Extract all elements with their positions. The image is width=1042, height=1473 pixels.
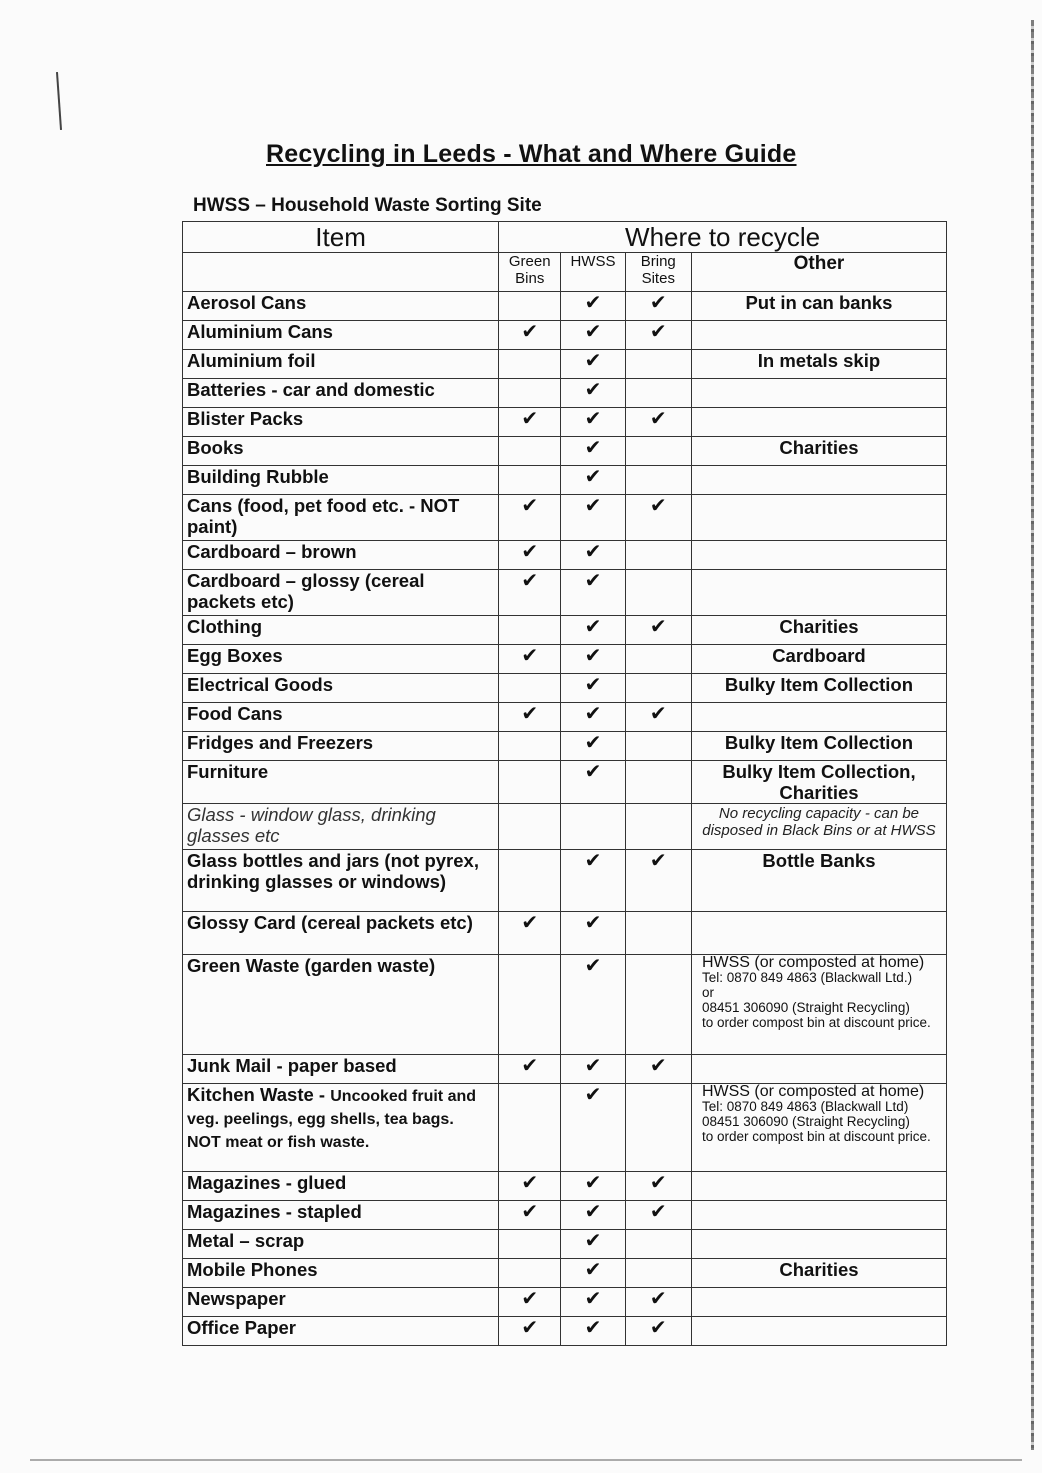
table-row	[183, 350, 947, 379]
tick-bring	[625, 955, 691, 1055]
tick-hwss: ✔	[561, 674, 625, 703]
tick-hwss: ✔	[561, 645, 625, 674]
item-label: Food Cans	[187, 703, 283, 724]
tick-bring: ✔	[625, 292, 691, 321]
other-cell	[691, 408, 946, 437]
table-row	[183, 1317, 947, 1346]
other-note-line: 08451 306090 (Straight Recycling)	[701, 1114, 910, 1129]
item-label: Batteries - car and domestic	[187, 379, 435, 400]
other-note-line: to order compost bin at discount price.	[701, 1129, 931, 1144]
item-name	[183, 1317, 499, 1346]
table-row	[183, 437, 947, 466]
item-label: Blister Packs	[187, 408, 304, 429]
other-cell: Cardboard	[691, 645, 946, 674]
tick-green: ✔	[499, 1317, 561, 1346]
item-label: Office Paper	[187, 1317, 296, 1338]
tick-hwss: ✔	[561, 437, 625, 466]
tick-hwss: ✔	[561, 1317, 625, 1346]
item-label: Cardboard – glossy (cereal packets etc)	[187, 570, 425, 612]
table-row	[183, 674, 947, 703]
tick-hwss: ✔	[561, 466, 625, 495]
item-name	[183, 321, 499, 350]
tick-green	[499, 437, 561, 466]
tick-bring	[625, 466, 691, 495]
table-row	[183, 732, 947, 761]
table-row	[183, 408, 947, 437]
table-row	[183, 1084, 947, 1172]
item-detail: Uncooked fruit and veg. peelings, egg shells, tea bags.	[187, 1088, 477, 1128]
other-note-line: HWSS (or composted at home)	[701, 1083, 925, 1100]
tick-bring: ✔	[625, 1172, 691, 1201]
tick-hwss: ✔	[561, 703, 625, 732]
other-cell	[691, 1172, 946, 1201]
item-name	[183, 379, 499, 408]
tick-hwss: ✔	[561, 616, 625, 645]
tick-hwss: ✔	[561, 495, 625, 541]
item-name	[183, 495, 499, 541]
tick-bring: ✔	[625, 703, 691, 732]
other-cell	[691, 466, 946, 495]
page-subtitle: HWSS – Household Waste Sorting Site	[193, 195, 542, 216]
tick-green: ✔	[499, 645, 561, 674]
tick-bring	[625, 732, 691, 761]
tick-hwss: ✔	[561, 379, 625, 408]
item-label: Mobile Phones	[187, 1259, 318, 1280]
table-row	[183, 1201, 947, 1230]
item-name	[183, 1201, 499, 1230]
item-name	[183, 955, 499, 1055]
item-label: Furniture	[187, 761, 269, 782]
other-cell	[691, 495, 946, 541]
item-name	[183, 570, 499, 616]
item-name	[183, 732, 499, 761]
header-green-bins: Green Bins	[499, 253, 561, 292]
item-name	[183, 674, 499, 703]
table-row	[183, 1172, 947, 1201]
tick-hwss: ✔	[561, 1230, 625, 1259]
other-cell	[691, 1317, 946, 1346]
item-name	[183, 408, 499, 437]
table-row	[183, 379, 947, 408]
other-note-line: or	[701, 985, 714, 1000]
tick-bring	[625, 912, 691, 955]
other-cell: No recycling capacity - can be disposed in Black Bins or at HWSS	[691, 804, 946, 850]
other-cell: Bulky Item Collection	[691, 674, 946, 703]
header-where: Where to recycle	[499, 222, 947, 253]
table-row	[183, 850, 947, 912]
tick-hwss: ✔	[561, 570, 625, 616]
other-cell	[691, 1288, 946, 1317]
tick-bring	[625, 541, 691, 570]
tick-bring	[625, 1084, 691, 1172]
table-row	[183, 1230, 947, 1259]
table-row	[183, 761, 947, 804]
other-cell: Charities	[691, 437, 946, 466]
tick-bring	[625, 379, 691, 408]
tick-bring: ✔	[625, 616, 691, 645]
item-name	[183, 616, 499, 645]
item-label: Metal – scrap	[187, 1230, 305, 1251]
other-cell	[691, 541, 946, 570]
table-row	[183, 1055, 947, 1084]
item-name	[183, 1172, 499, 1201]
item-name	[183, 437, 499, 466]
item-label: Kitchen Waste -	[187, 1084, 331, 1105]
item-name	[183, 350, 499, 379]
table-row	[183, 804, 947, 850]
other-cell	[691, 1201, 946, 1230]
tick-bring: ✔	[625, 495, 691, 541]
tick-green	[499, 1230, 561, 1259]
tick-bring	[625, 1259, 691, 1288]
other-cell	[691, 570, 946, 616]
tick-green	[499, 466, 561, 495]
tick-hwss: ✔	[561, 292, 625, 321]
header-row-main	[183, 222, 947, 253]
tick-hwss: ✔	[561, 408, 625, 437]
tick-hwss: ✔	[561, 321, 625, 350]
scan-edge	[1031, 20, 1034, 1450]
tick-bring	[625, 761, 691, 804]
item-name	[183, 761, 499, 804]
scan-edge-bottom	[30, 1459, 1022, 1461]
other-cell: Charities	[691, 1259, 946, 1288]
tick-hwss: ✔	[561, 850, 625, 912]
table-body	[183, 292, 947, 1346]
other-cell	[691, 1084, 946, 1172]
item-label: Cardboard – brown	[187, 541, 357, 562]
table-row	[183, 616, 947, 645]
table-row	[183, 1259, 947, 1288]
tick-green: ✔	[499, 321, 561, 350]
tick-green: ✔	[499, 912, 561, 955]
item-label: Glossy Card (cereal packets etc)	[187, 912, 473, 933]
header-hwss: HWSS	[561, 253, 625, 292]
item-label: Fridges and Freezers	[187, 732, 374, 753]
table-row	[183, 645, 947, 674]
tick-hwss: ✔	[561, 541, 625, 570]
item-name	[183, 850, 499, 912]
tick-green	[499, 1259, 561, 1288]
tick-green: ✔	[499, 1172, 561, 1201]
other-cell: Bulky Item Collection	[691, 732, 946, 761]
table-row	[183, 955, 947, 1055]
item-name	[183, 541, 499, 570]
tick-hwss: ✔	[561, 732, 625, 761]
other-cell: Charities	[691, 616, 946, 645]
item-label: Green Waste (garden waste)	[187, 955, 436, 976]
tick-green: ✔	[499, 408, 561, 437]
tick-green: ✔	[499, 570, 561, 616]
other-cell	[691, 703, 946, 732]
tick-bring	[625, 350, 691, 379]
table-row	[183, 912, 947, 955]
item-label: Glass - window glass, drinking glasses etc	[187, 804, 436, 846]
tick-green	[499, 350, 561, 379]
item-name	[183, 804, 499, 850]
tick-green	[499, 379, 561, 408]
other-cell	[691, 912, 946, 955]
tick-hwss: ✔	[561, 1084, 625, 1172]
table-row	[183, 541, 947, 570]
other-note-line: Tel: 0870 849 4863 (Blackwall Ltd)	[701, 1099, 909, 1114]
header-bring-sites: Bring Sites	[625, 253, 691, 292]
item-label: Aluminium foil	[187, 350, 316, 371]
tick-bring: ✔	[625, 321, 691, 350]
tick-green: ✔	[499, 1288, 561, 1317]
tick-bring: ✔	[625, 850, 691, 912]
tick-hwss: ✔	[561, 1288, 625, 1317]
header-item: Item	[183, 222, 499, 253]
tick-green	[499, 292, 561, 321]
table-row	[183, 570, 947, 616]
item-label: Magazines - glued	[187, 1172, 347, 1193]
tick-green	[499, 1084, 561, 1172]
header-row-sub	[183, 253, 947, 292]
tick-bring: ✔	[625, 408, 691, 437]
item-name	[183, 1084, 499, 1172]
tick-hwss	[561, 804, 625, 850]
page-title: Recycling in Leeds - What and Where Guide	[266, 140, 797, 168]
header-blank	[183, 253, 499, 292]
tick-green: ✔	[499, 541, 561, 570]
table-row	[183, 321, 947, 350]
tick-hwss: ✔	[561, 350, 625, 379]
item-label: Junk Mail - paper based	[187, 1055, 397, 1076]
other-note-line: 08451 306090 (Straight Recycling)	[701, 1000, 910, 1015]
recycling-table	[182, 221, 947, 1346]
item-label: Building Rubble	[187, 466, 329, 487]
tick-hwss: ✔	[561, 912, 625, 955]
tick-green	[499, 804, 561, 850]
other-cell	[691, 1230, 946, 1259]
item-label: Newspaper	[187, 1288, 286, 1309]
other-cell	[691, 379, 946, 408]
tick-bring: ✔	[625, 1055, 691, 1084]
tick-green: ✔	[499, 495, 561, 541]
other-cell: Bottle Banks	[691, 850, 946, 912]
tick-green	[499, 674, 561, 703]
item-label: Books	[187, 437, 244, 458]
item-label: Cans (food, pet food etc. - NOT paint)	[187, 495, 460, 537]
tick-bring	[625, 437, 691, 466]
tick-green	[499, 616, 561, 645]
tick-bring: ✔	[625, 1317, 691, 1346]
item-name	[183, 1230, 499, 1259]
tick-green: ✔	[499, 1201, 561, 1230]
table-row	[183, 292, 947, 321]
table-row	[183, 1288, 947, 1317]
tick-hwss: ✔	[561, 1201, 625, 1230]
tick-hwss: ✔	[561, 761, 625, 804]
item-label: Egg Boxes	[187, 645, 283, 666]
tick-bring: ✔	[625, 1201, 691, 1230]
tick-bring	[625, 674, 691, 703]
tick-hwss: ✔	[561, 1259, 625, 1288]
item-label: Aluminium Cans	[187, 321, 333, 342]
other-note-line: Tel: 0870 849 4863 (Blackwall Ltd.)	[701, 970, 913, 985]
item-name	[183, 292, 499, 321]
tick-hwss: ✔	[561, 1172, 625, 1201]
tick-bring	[625, 1230, 691, 1259]
item-name	[183, 912, 499, 955]
item-label: Clothing	[187, 616, 263, 637]
tick-bring	[625, 804, 691, 850]
item-name	[183, 1259, 499, 1288]
header-other: Other	[691, 253, 946, 292]
other-cell: Put in can banks	[691, 292, 946, 321]
scan-mark	[56, 72, 62, 130]
item-label: Aerosol Cans	[187, 292, 307, 313]
tick-green: ✔	[499, 1055, 561, 1084]
item-label: Electrical Goods	[187, 674, 333, 695]
tick-green	[499, 761, 561, 804]
other-cell	[691, 321, 946, 350]
item-label: Magazines - stapled	[187, 1201, 362, 1222]
item-label: Glass bottles and jars (not pyrex, drinking glasses or windows)	[187, 850, 479, 892]
tick-green	[499, 732, 561, 761]
tick-hwss: ✔	[561, 955, 625, 1055]
table-row	[183, 466, 947, 495]
item-name	[183, 466, 499, 495]
item-detail: NOT meat or fish waste.	[187, 1134, 370, 1151]
tick-green: ✔	[499, 703, 561, 732]
other-note-line: HWSS (or composted at home)	[701, 954, 925, 971]
item-name	[183, 645, 499, 674]
item-name	[183, 1055, 499, 1084]
item-name	[183, 1288, 499, 1317]
tick-green	[499, 955, 561, 1055]
tick-bring	[625, 645, 691, 674]
tick-hwss: ✔	[561, 1055, 625, 1084]
tick-bring	[625, 570, 691, 616]
item-name	[183, 703, 499, 732]
other-cell	[691, 1055, 946, 1084]
other-cell: Bulky Item Collection, Charities	[691, 761, 946, 804]
other-cell: In metals skip	[691, 350, 946, 379]
table-row	[183, 703, 947, 732]
other-cell	[691, 955, 946, 1055]
tick-green	[499, 850, 561, 912]
table-row	[183, 495, 947, 541]
other-note-line: to order compost bin at discount price.	[701, 1015, 931, 1030]
tick-bring: ✔	[625, 1288, 691, 1317]
